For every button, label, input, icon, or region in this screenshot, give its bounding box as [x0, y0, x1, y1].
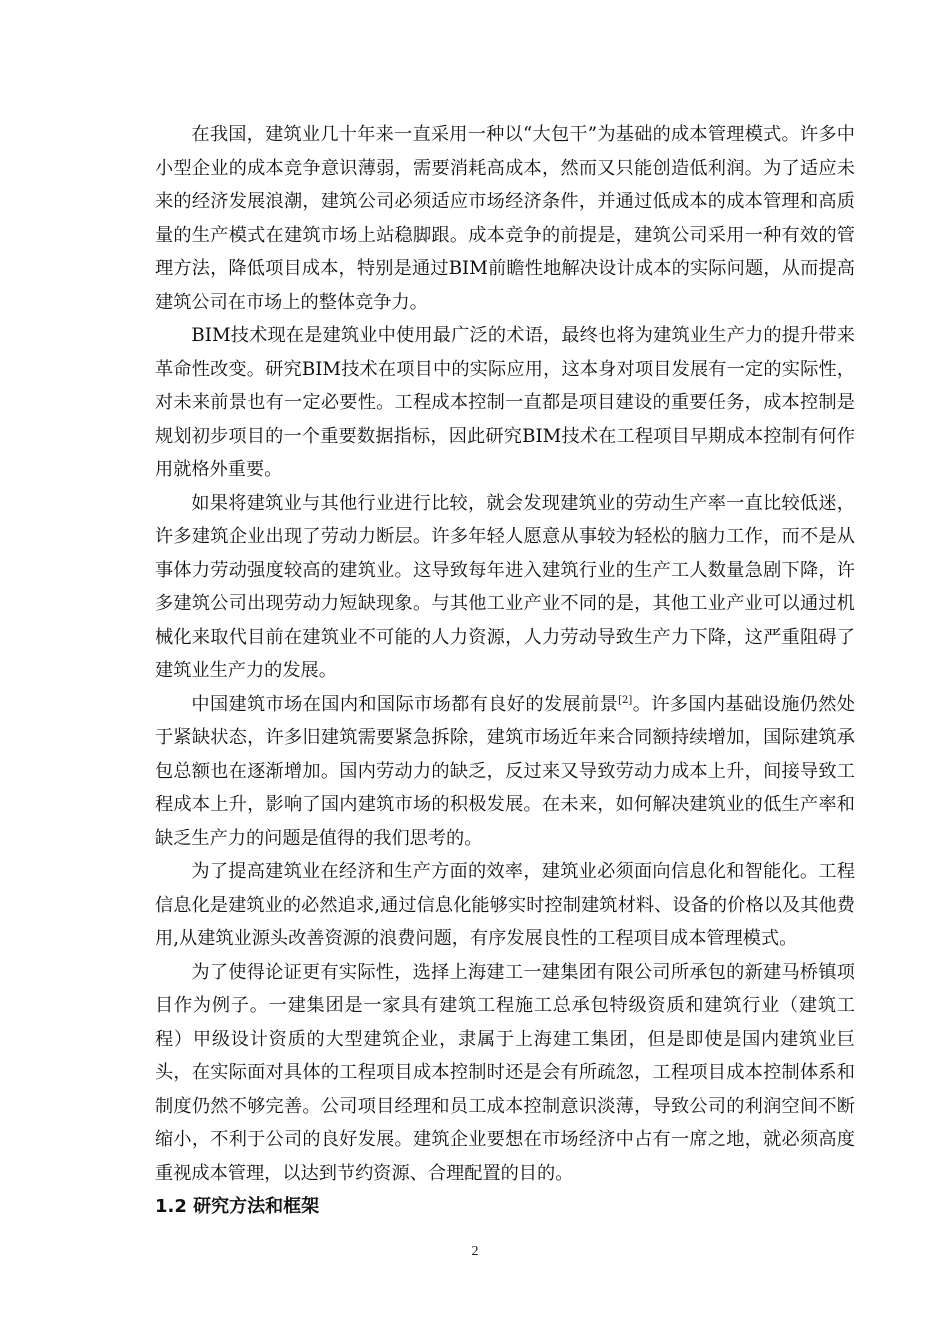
citation-marker: [2] [618, 694, 633, 706]
paragraph-text: 。许多国内基础设施仍然处于紧缺状态，许多旧建筑需要紧急拆除，建筑市场近年来合同额持续增加，国际建筑承包总额也在逐渐增加。国内劳动力的缺乏，反过来又导致劳动力成本上升，间接导致工程成本上升，影响了国内建筑市场的积极发展。在未来，如何解决建筑业的低生产率和缺乏生产力的问题是值得的我们思考的。 [155, 693, 855, 849]
paragraph: BIM技术现在是建筑业中使用最广泛的术语，最终也将为建筑业生产力的提升带来革命性改变。研究BIM技术在项目中的实际应用，这本身对项目发展有一定的实际性，对未来前景也有一定必要性。工程成本控制一直都是项目建设的重要任务，成本控制是规划初步项目的一个重要数据指标，因此研究BIM技术在工程项目早期成本控制有何作用就格外重要。 [155, 325, 855, 480]
paragraph: 为了提高建筑业在经济和生产方面的效率，建筑业必须面向信息化和智能化。工程信息化是建筑业的必然追求,通过信息化能够实时控制建筑材料、设备的价格以及其他费用,从建筑业源头改善资源的浪费问题，有序发展良性的工程项目成本管理模式。 [155, 861, 855, 949]
paragraph: 为了使得论证更有实际性，选择上海建工一建集团有限公司所承包的新建马桥镇项目作为例子。一建集团是一家具有建筑工程施工总承包特级资质和建筑行业（建筑工程）甲级设计资质的大型建筑企业，隶属于上海建工集团，但是即使是国内建筑业巨头，在实际面对具体的工程项目成本控制时还是会有所疏忽，工程项目成本控制体系和制度仍然不够完善。公司项目经理和员工成本控制意识淡薄，导致公司的利润空间不断缩小，不利于公司的良好发展。建筑企业要想在市场经济中占有一席之地，就必须高度重视成本管理，以达到节约资源、合理配置的目的。 [155, 961, 855, 1184]
section-heading: 1.2 研究方法和框架 [155, 1196, 320, 1217]
paragraph: 在我国，建筑业几十年来一直采用一种以“大包干”为基础的成本管理模式。许多中小型企业的成本竞争意识薄弱，需要消耗高成本，然而又只能创造低利润。为了适应未来的经济发展浪潮，建筑公司必须适应市场经济条件，并通过低成本的成本管理和高质量的生产模式在建筑市场上站稳脚跟。成本竞争的前提是，建筑公司采用一种有效的管理方法，降低项目成本，特别是通过BIM前瞻性地解决设计成本的实际问题，从而提高建筑公司在市场上的整体竞争力。 [155, 124, 855, 313]
paragraph: 如果将建筑业与其他行业进行比较，就会发现建筑业的劳动生产率一直比较低迷，许多建筑企业出现了劳动力断层。许多年轻人愿意从事较为轻松的脑力工作，而不是从事体力劳动强度较高的建筑业。这导致每年进入建筑行业的生产工人数量急剧下降，许多建筑公司出现劳动力短缺现象。与其他工业产业不同的是，其他工业产业可以通过机械化来取代目前在建筑业不可能的人力资源，人力劳动导致生产力下降，这严重阻碍了建筑业生产力的发展。 [155, 492, 855, 681]
paragraph-with-citation [155, 688, 855, 856]
body-text [155, 118, 855, 1223]
page-number: 2 [471, 1244, 479, 1259]
paragraph-text: 中国建筑市场在国内和国际市场都有良好的发展前景 [191, 693, 619, 715]
